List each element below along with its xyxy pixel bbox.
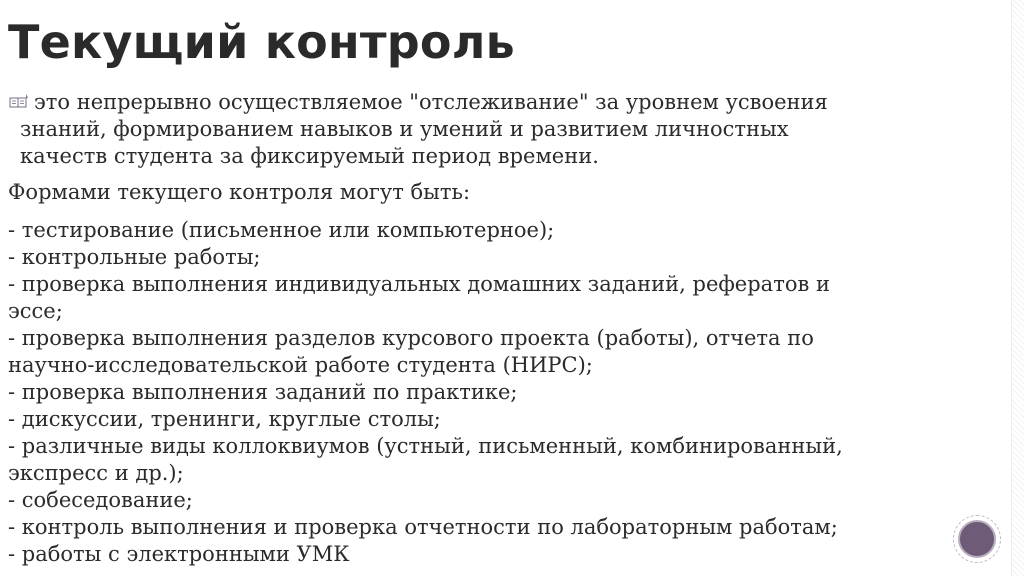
definition-text [20,89,998,170]
list-item-continuation: экспресс и др.); [8,461,184,485]
slide-right-border [1011,0,1024,576]
list-item-continuation: научно-исследовательской работе студента (НИРС); [8,353,593,377]
list-item: - работы с электронными УМК [8,542,350,566]
definition-line: это непрерывно осуществляемое "отслеживание" за уровнем усвоения [34,90,828,114]
list-item: - контрольные работы; [8,245,261,269]
list-item: - контроль выполнения и проверка отчетности по лабораторным работам; [8,515,838,539]
list-item: - проверка выполнения заданий по практике; [8,380,518,404]
slide-title: Текущий контроль [8,15,515,69]
forms-list [8,217,998,568]
slide-content [8,89,998,568]
list-item: - тестирование (письменное или компьютерное); [8,218,555,242]
definition-paragraph [8,89,998,170]
decorative-circle [958,520,996,558]
definition-line: знаний, формированием навыков и умений и развитием личностных [20,117,789,141]
forms-heading: Формами текущего контроля могут быть: [8,180,471,204]
list-item: - проверка выполнения индивидуальных домашних заданий, рефератов и [8,272,830,296]
list-item: - проверка выполнения разделов курсового проекта (работы), отчета по [8,326,814,350]
list-item: - дискуссии, тренинги, круглые столы; [8,407,441,431]
book-icon [6,89,34,116]
list-item: - различные виды коллоквиумов (устный, письменный, комбинированный, [8,434,843,458]
list-item: - собеседование; [8,488,193,512]
definition-line: качеств студента за фиксируемый период времени. [20,144,599,168]
list-item-continuation: эссе; [8,299,63,323]
